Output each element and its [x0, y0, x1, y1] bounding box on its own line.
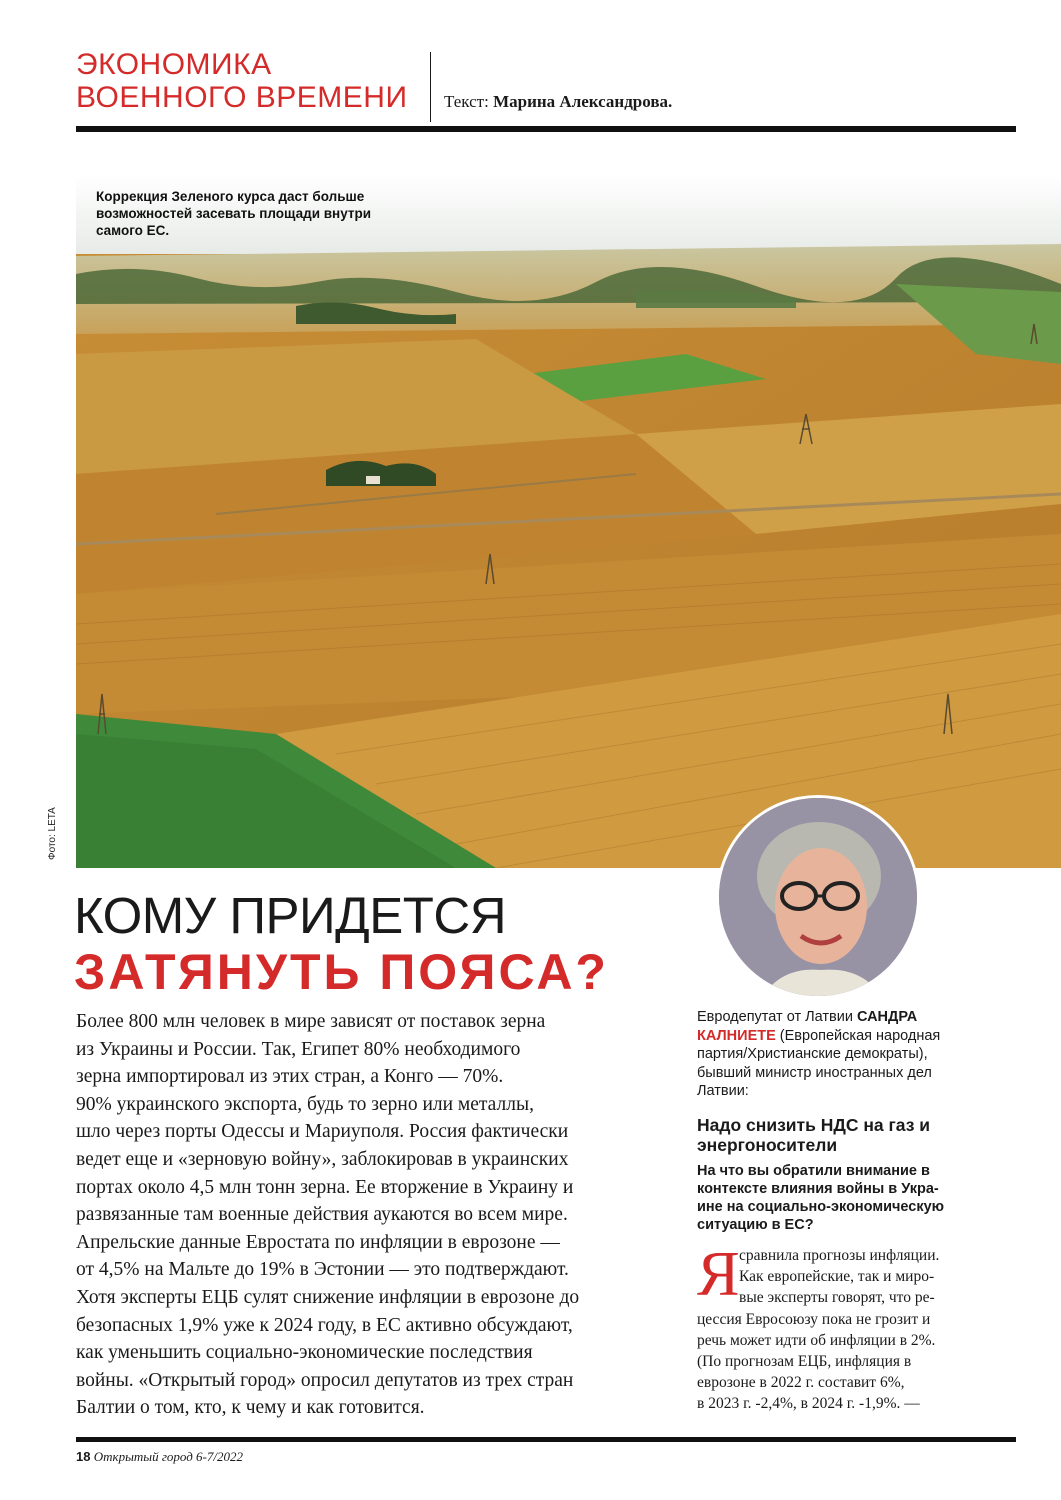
lead-line: Хотя эксперты ЕЦБ сулят снижение инфляции в еврозоне до	[76, 1286, 580, 1308]
intro-party: (Европейская народная	[775, 1027, 941, 1044]
answer-line: (По прогнозам ЕЦБ, инфляция в	[697, 1353, 912, 1371]
byline-author: Марина Александрова.	[493, 92, 673, 111]
question-line: На что вы обратили внимание в	[697, 1162, 930, 1179]
interviewee-first-name: САНДРА	[856, 1009, 918, 1025]
header-divider	[430, 52, 431, 122]
interview-subheading	[697, 1115, 982, 1155]
answer-line: речь может идти об инфляции в 2%.	[697, 1331, 936, 1349]
portrait-photo	[716, 795, 920, 999]
interview-answer	[697, 1238, 987, 1415]
lead-line: зерна импортировал из этих стран, а Конго — 70%.	[76, 1066, 504, 1088]
top-rule	[76, 126, 1016, 132]
question-line: ситуацию в ЕС?	[697, 1217, 814, 1234]
byline	[444, 92, 672, 112]
answer-line: Как европейские, так и миро-	[739, 1268, 935, 1286]
intro-line: партия/Христианские демократы),	[697, 1046, 928, 1062]
question-line: контексте влияния войны в Укра-	[697, 1180, 939, 1197]
answer-line: цессия Евросоюзу пока не грозит и	[697, 1310, 931, 1328]
question-line: ине на социально-экономическую	[697, 1198, 945, 1215]
interviewee-last-name: КАЛНИЕТЕ	[697, 1027, 776, 1044]
answer-line: сравнила прогнозы инфляции.	[739, 1247, 940, 1264]
lead-line: безопасных 1,9% уже к 2024 году, в ЕС активно обсуждают,	[76, 1314, 573, 1336]
intro-line: бывший министр иностранных дел	[697, 1064, 932, 1081]
lead-line: портах около 4,5 млн тонн зерна. Ее вторжение в Украину и	[76, 1176, 574, 1198]
magazine-issue: Открытый город 6-7/2022	[93, 1449, 243, 1464]
subheading-line: Надо снизить НДС на газ и	[697, 1114, 931, 1135]
headline-line-1: КОМУ ПРИДЕТСЯ	[74, 887, 507, 944]
drop-cap: Я	[697, 1238, 740, 1309]
answer-line: вые эксперты говорят, что ре-	[739, 1289, 935, 1307]
lead-line: войны. «Открытый город» опросил депутатов из трех стран	[76, 1369, 574, 1391]
rubric-line-1: ЭКОНОМИКА	[76, 48, 272, 81]
intro-prefix: Евродепутат от Латвии	[697, 1009, 857, 1025]
lead-line: ведет еще и «зерновую войну», заблокировав в украинских	[76, 1148, 569, 1170]
lead-paragraph	[76, 1008, 676, 1422]
byline-prefix: Текст:	[444, 92, 489, 111]
lead-line: развязанные там военные действия аукаются во всем мире.	[76, 1204, 568, 1226]
lead-line: 90% украинского экспорта, будь то зерно или металлы,	[76, 1093, 534, 1115]
lead-line: Более 800 млн человек в мире зависят от поставок зерна	[76, 1011, 546, 1032]
answer-line: еврозоне в 2022 г. составит 6%,	[697, 1374, 905, 1392]
lead-line: как уменьшить социально-экономические последствия	[76, 1342, 533, 1364]
answer-line: в 2023 г. -2,4%, в 2024 г. -1,9%. —	[697, 1395, 920, 1413]
lead-line: из Украины и России. Так, Египет 80% необходимого	[76, 1038, 521, 1060]
lead-line: Балтии о том, кто, к чему и как готовится.	[76, 1397, 425, 1419]
photo-credit: Фото: LETA	[47, 807, 58, 860]
interview-question	[697, 1162, 982, 1235]
section-rubric	[76, 48, 408, 114]
rubric-line-2: ВОЕННОГО ВРЕМЕНИ	[76, 81, 408, 114]
interviewee-intro	[697, 1008, 982, 1101]
intro-line: Латвии:	[697, 1083, 749, 1099]
interview-sidebar	[697, 1008, 982, 1234]
fields-photo	[76, 174, 1061, 868]
page-number: 18	[76, 1449, 91, 1464]
photo-caption: Коррекция Зеленого курса даст больше возможностей засевать площади внутри самого ЕС.	[96, 189, 372, 238]
lead-line: от 4,5% на Мальте до 19% в Эстонии — это подтверждают.	[76, 1259, 569, 1281]
lead-line: Апрельские данные Евростата по инфляции в еврозоне —	[76, 1231, 560, 1253]
bottom-rule	[76, 1437, 1016, 1442]
headline-line-2: ЗАТЯНУТЬ ПОЯСА?	[74, 944, 609, 1000]
page-footer	[76, 1449, 243, 1465]
lead-line: шло через порты Одессы и Мариуполя. Россия фактически	[76, 1121, 569, 1143]
subheading-line: энергоносители	[697, 1134, 838, 1155]
